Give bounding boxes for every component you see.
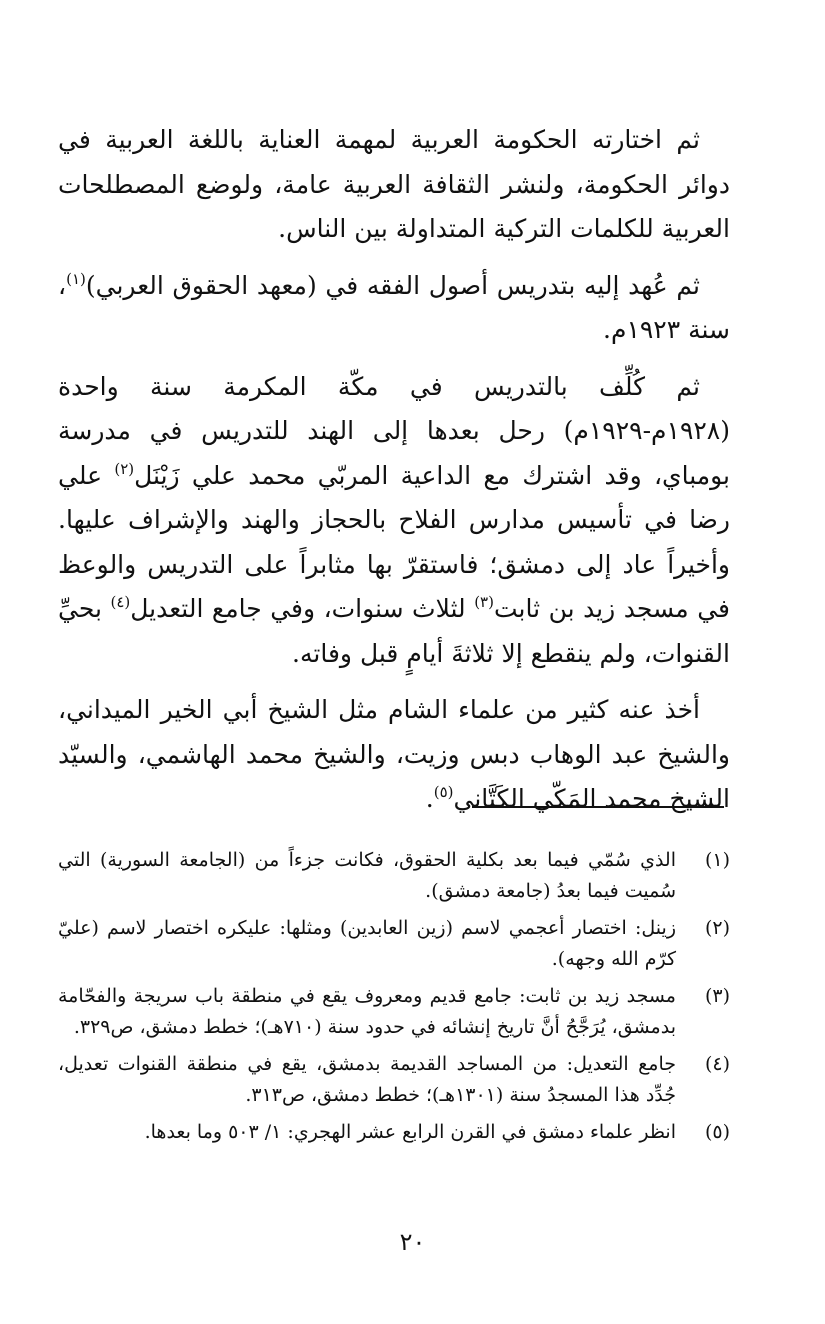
paragraph-3 [58, 365, 730, 677]
footnote-2 [58, 913, 730, 975]
paragraph-text: أخذ عنه كثير من علماء الشام مثل الشيخ أبي الخير الميداني، والشيخ عبد الوهاب دبس وزيت، والشيخ محمد الهاشمي، والسيّد الشيخ محمد المَكّي الكَتَّاني [58, 695, 730, 813]
paragraph-text: بحيِّ القنوات، ولم ينقطع إلا ثلاثةَ أيامٍ قبل وفاته. [58, 594, 730, 668]
paragraph-text: . [425, 784, 434, 813]
page-number: ٢٠ [399, 1228, 426, 1256]
paragraph-text: ثم عُهد إليه بتدريس أصول الفقه في (معهد الحقوق العربي) [85, 270, 700, 300]
footnote-text: الذي سُمّي فيما بعد بكلية الحقوق، فكانت جزءاً من (الجامعة السورية) التي سُميت فيما بعدُ (جامعة دمشق). [58, 849, 676, 902]
footnote-number: (١) [704, 849, 730, 871]
footnote-ref-4: (٤) [110, 593, 131, 611]
footnote-number: (٤) [704, 1053, 730, 1075]
footnote-text: مسجد زيد بن ثابت: جامع قديم ومعروف يقع في منطقة باب سريجة والفحّامة بدمشق، يُرَجَّحُ أنَّ تاريخ إنشائه في حدود سنة (٧١٠هـ)؛ خطط دمشق، ص٣٢٩. [58, 985, 676, 1038]
footnote-text: زينل: اختصار أعجمي لاسم (زين العابدين) ومثلها: عليكره اختصار لاسم (عليّ كرّم الله وجهه). [58, 917, 676, 970]
paragraph-text: ثم اختارته الحكومة العربية لمهمة العناية باللغة العربية في دوائر الحكومة، ولنشر الثقافة العربية عامة، ولوضع المصطلحات العربية للكلمات التركية المتداولة بين الناس. [58, 125, 730, 243]
footnote-number: (٣) [704, 985, 730, 1007]
footnote-5 [58, 1117, 730, 1148]
paragraph-text: لثلاث سنوات، وفي جامع التعديل [130, 594, 475, 623]
footnote-ref-2: (٢) [114, 459, 135, 478]
footnote-number: (٥) [704, 1121, 730, 1143]
paragraph-1 [58, 118, 730, 252]
footnote-ref-1: (١) [66, 269, 86, 288]
paragraph-2 [58, 264, 730, 353]
footnote-ref-5: (٥) [433, 783, 454, 801]
footnote-text: انظر علماء دمشق في القرن الرابع عشر الهجري: ١/ ٥٠٣ وما بعدها. [144, 1121, 676, 1143]
footnote-3 [58, 981, 730, 1043]
footnote-1 [58, 845, 730, 907]
paragraph-text: ثم كُلِّف بالتدريس في مكّة المكرمة سنة واحدة (١٩٢٨م-١٩٢٩م) رحل بعدها إلى الهند للتدريس في مدرسة بومباي، وقد اشترك مع الداعية المربّي محمد علي زَيْنَل [58, 371, 731, 490]
paragraph-text: علي رضا في تأسيس مدارس الفلاح بالحجاز والهند والإشراف عليها. وأخيراً عاد إلى دمشق؛ فاستقرّ بها مثابراً على التدريس والوعظ في مسجد زيد بن ثابت [58, 460, 730, 623]
paragraph-4 [58, 688, 730, 822]
footnote-4 [58, 1049, 730, 1111]
footnotes [58, 845, 730, 1154]
footnote-separator [472, 806, 724, 808]
footnote-number: (٢) [704, 917, 730, 939]
footnote-text: جامع التعديل: من المساجد القديمة بدمشق، يقع في منطقة القنوات تعديل، جُدِّد هذا المسجدُ سنة (١٣٠١هـ)؛ خطط دمشق، ص٣١٣. [58, 1053, 676, 1106]
main-text [58, 118, 730, 834]
footnote-ref-3: (٣) [474, 593, 494, 611]
paragraph-text: ، سنة ١٩٢٣م. [58, 270, 730, 344]
